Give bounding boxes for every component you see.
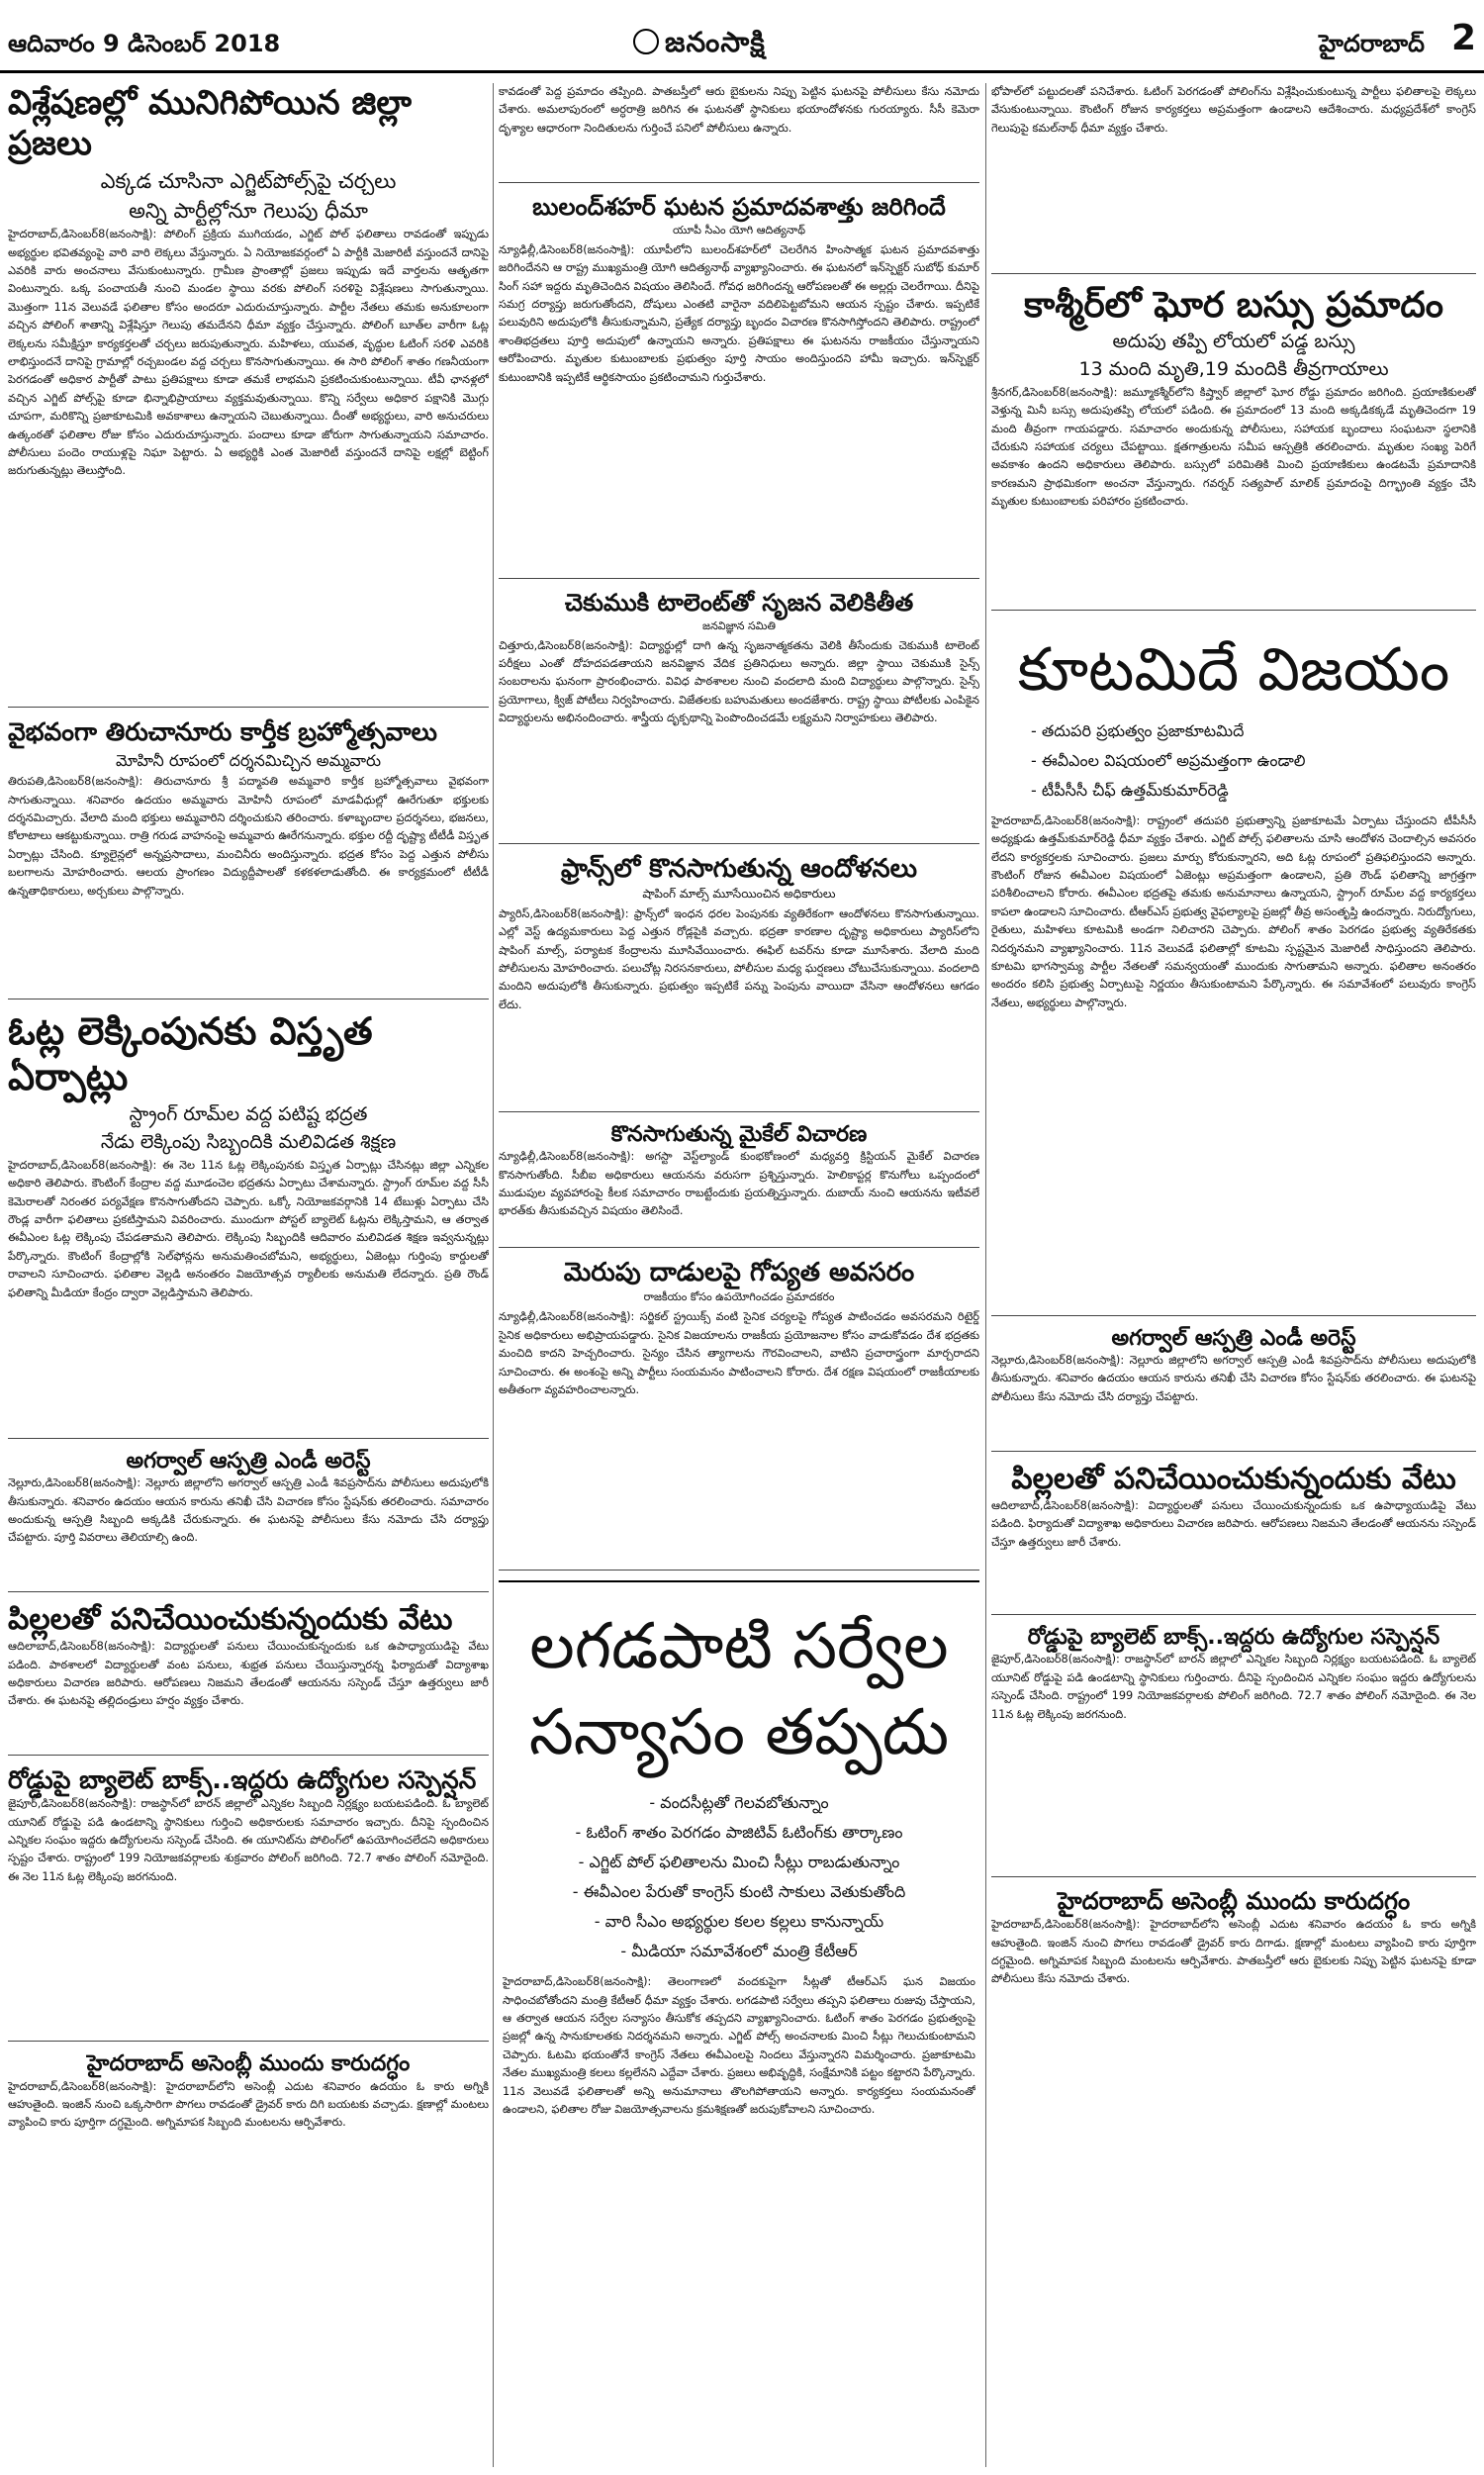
- story-agarwal-md: [991, 1326, 1476, 1452]
- subheadline: మోహినీ రూపంలో దర్శనమిచ్చిన అమ్మవారు: [115, 751, 382, 771]
- headline: రోడ్డుపై బ్యాలెట్ బాక్స్..ఇద్దరు ఉద్యోగుల సస్పెన్షన్: [1027, 1625, 1440, 1651]
- subheadline: నేడు లెక్కింపు సిబ్బందికి మలివిడత శిక్షణ: [100, 1131, 397, 1154]
- story-france-protests: [499, 854, 979, 1112]
- story-assembly-car-fire: [991, 1887, 1476, 2106]
- story-assembly-car-fire: [8, 2051, 489, 2194]
- story-body: ప్యారిస్,డిసెంబర్‌8(జనంసాక్షి): ఫ్రాన్స్‌లో ఇంధన ధరల పెంపునకు వ్యతిరేకంగా ఆందోళనలు కొనసాగుతున్నాయి. ఎల్లో వెస్ట్ ఉద్యమకారులు పెద్ద ఎత్తున రోడ్లపైకి వచ్చారు. భద్రతా కారణాల దృష్ట్యా అధికారులు ప్యారిస్‌లోని షాపింగ్ మాల్స్, పర్యాటక కేంద్రాలను మూసివేయించారు. ఈఫిల్ టవర్‌ను కూడా మూసేశారు. వేలాది మంది పోలీసులను మోహరించారు. పలుచోట్ల నిరసనకారులు, పోలీసుల మధ్య ఘర్షణలు చోటుచేసుకున్నాయి. వందలాది మందిని అదుపులోకి తీసుకున్నారు. ప్రభుత్వం ఇప్పటికే పన్ను పెంపును వాయిదా వేసినా ఆందోళనలు ఆగడం లేదు.: [499, 906, 979, 1011]
- story-body: హైదరాబాద్,డిసెంబర్‌8(జనంసాక్షి): రాష్ట్రంలో తదుపరి ప్రభుత్వాన్ని ప్రజాకూటమే ఏర్పాటు చేస్తుందని టీపీసీసీ అధ్యక్షుడు ఉత్తమ్‌కుమార్‌రెడ్డి ధీమా వ్యక్తం చేశారు. ఎగ్జిట్ పోల్స్ ఫలితాలను చూసి ఆందోళన చెందాల్సిన అవసరం లేదని కార్యకర్తలకు సూచించారు. ప్రజలు మార్పు కోరుకున్నారని, అది ఓట్ల రూపంలో ప్రతిఫలిస్తుందని అన్నారు. కౌంటింగ్ రోజున ఈవీఎంల విషయంలో ఏజెంట్లు అప్రమత్తంగా ఉండాలని, ప్రతి రౌండ్ ఫలితాన్ని జాగ్రత్తగా పరిశీలించాలని కోరారు. ఈవీఎంల భద్రతపై తమకు అనుమానాలు ఉన్నాయని, స్ట్రాంగ్ రూమ్‌ల వద్ద కార్యకర్తలు కాపలా ఉండాలని సూచించారు. టీఆర్ఎస్ ప్రభుత్వ వైఫల్యాలపై ప్రజల్లో తీవ్ర అసంతృప్తి ఉందన్నారు. నిరుద్యోగులు, రైతులు, మహిళలు కూటమికి అండగా నిలిచారని చెప్పారు. పోలింగ్ శాతం పెరగడం ప్రభుత్వ వ్యతిరేకతకు నిదర్శనమని వ్యాఖ్యానించారు. 11న వెలువడే ఫలితాల్లో కూటమి స్పష్టమైన మెజారిటీ సాధిస్తుందని తెలిపారు. కూటమి భాగస్వామ్య పార్టీల నేతలతో సమన్వయంతో ముందుకు సాగుతామని అన్నారు. ఫలితాల అనంతరం అందరం కలిసి ప్రభుత్వ ఏర్పాటుపై నిర్ణయం తీసుకుంటామని పేర్కొన్నారు. ఈ సమావేశంలో పలువురు కాంగ్రెస్ నేతలు, అభ్యర్థులు పాల్గొన్నారు.: [991, 813, 1476, 1009]
- paper-name: జనంసాక్షి: [665, 26, 766, 58]
- subheadline: స్ట్రాంగ్ రూమ్‌ల వద్ద పటిష్ట భద్రత: [129, 1103, 368, 1126]
- column-divider: [493, 83, 494, 2467]
- headline: హైదరాబాద్ అసెంబ్లీ ముందు కారుదగ్ధం: [1057, 1887, 1411, 1916]
- story-body: జైపూర్,డిసెంబర్‌8(జనంసాక్షి): రాజస్థాన్‌లో బారన్ జిల్లాలో ఎన్నికల సిబ్బంది నిర్లక్ష్యం బయటపడింది. ఓ బ్యాలెట్ యూనిట్ రోడ్డుపై పడి ఉండటాన్ని స్థానికులు గుర్తించారు. దీనిపై స్పందించిన ఎన్నికల సంఘం ఇద్దరు ఉద్యోగులను సస్పెండ్ చేసింది. రాష్ట్రంలో 199 నియోజకవర్గాలకు పోలింగ్ జరిగింది. 72.7 శాతం పోలింగ్ నమోదైంది. ఈ నెల 11న ఓట్ల లెక్కింపు జరగనుంది.: [991, 1653, 1476, 1721]
- story-body: హైదరాబాద్,డిసెంబర్‌8(జనంసాక్షి): హైదరాబాద్‌లోని అసెంబ్లీ ఎదుట శనివారం ఉదయం ఓ కారు అగ్నికి ఆహుతైంది. ఇంజిన్ నుంచి పొగలు రావడంతో డ్రైవర్ కారు దిగాడు. క్షణాల్లో మంటలు వ్యాపించి కారు పూర్తిగా దగ్ధమైంది. అగ్నిమాపక సిబ్బంది మంటలను ఆర్పివేశారు. పాతబస్తీలో ఆరు బైకులకు నిప్పు పెట్టిన ఘటనపై కూడా పోలీసులు కేసు నమోదు చేశారు.: [991, 1918, 1476, 1986]
- highlight-bullet: - మీడియా సమావేశంలో మంత్రి కేటీఆర్: [503, 1940, 975, 1963]
- story-body: ఆదిలాబాద్,డిసెంబర్‌8(జనంసాక్షి): విద్యార్థులతో పనులు చేయించుకున్నందుకు ఒక ఉపాధ్యాయుడిపై వేటు పడింది. పాఠశాలలో విద్యార్థులతో వంట పనులు, శుభ్రత పనులు చేయిస్తున్నారన్న ఫిర్యాదుతో విద్యాశాఖ అధికారులు విచారణ జరిపారు. ఆరోపణలు నిజమని తేలడంతో ఆయనను సస్పెండ్ చేస్తూ ఉత్తర్వులు జారీ చేశారు. ఈ ఘటనపై తల్లిదండ్రులు హర్షం వ్యక్తం చేశారు.: [8, 1640, 489, 1708]
- headline: ఓట్ల లెక్కింపునకు విస్తృత ఏర్పాట్లు: [8, 1009, 373, 1098]
- story-continuation: [499, 83, 979, 183]
- headline: కూటమిదే విజయం: [1017, 634, 1450, 705]
- story-continuation: [991, 83, 1476, 274]
- highlight-bullet: - టీపీసీసీ చీఫ్ ఉత్తమ్‌కుమార్‌రెడ్డి: [991, 779, 1476, 803]
- highlight-bullet: - వందసీట్లతో గెలవబోతున్నాం: [503, 1791, 975, 1815]
- story-surgical-strikes: [499, 1258, 979, 1571]
- story-body: హైదరాబాద్,డిసెంబర్‌8(జనంసాక్షి): తెలంగాణలో వందకుపైగా సీట్లతో టీఆర్ఎస్ ఘన విజయం సాధించబోతోందని మంత్రి కేటీఆర్ ధీమా వ్యక్తం చేశారు. లగడపాటి సర్వేలు తప్పని ఫలితాలు రుజువు చేస్తాయని, ఆ తర్వాత ఆయన సర్వేల సన్యాసం తీసుకోక తప్పదని వ్యాఖ్యానించారు. ఓటింగ్ శాతం పెరగడం ప్రభుత్వంపై ప్రజల్లో ఉన్న సానుకూలతకు నిదర్శనమని అన్నారు. ఎగ్జిట్ పోల్స్ అంచనాలకు మించి సీట్లు గెలుచుకుంటామని చెప్పారు. ఓటమి భయంతోనే కాంగ్రెస్ నేతలు ఈవీఎంలపై నిందలు వేస్తున్నారని విమర్శించారు. ప్రజాకూటమి నేతల ముఖ్యమంత్రి కలలు కల్లలేనని ఎద్దేవా చేశారు. ప్రజలు అభివృద్ధికి, సంక్షేమానికి పట్టం కట్టారని పేర్కొన్నారు. 11న వెలువడే ఫలితాలతో అన్ని అనుమానాలు తొలగిపోతాయని అన్నారు. కార్యకర్తలు సంయమనంతో ఉండాలని, ఫలితాల రోజు విజయోత్సవాలను క్రమశిక్షణతో జరుపుకోవాలని సూచించారు.: [503, 1975, 975, 2116]
- story-agarwal-md: [8, 1449, 489, 1592]
- story-body: హైదరాబాద్,డిసెంబర్‌8(జనంసాక్షి): ఈ నెల 11న ఓట్ల లెక్కింపునకు విస్తృత ఏర్పాట్లు చేసినట్లు జిల్లా ఎన్నికల అధికారి తెలిపారు. కౌంటింగ్ కేంద్రాల వద్ద మూడంచెల భద్రతను ఏర్పాటు చేశామన్నారు. స్ట్రాంగ్ రూమ్‌ల వద్ద సీసీ కెమెరాలతో నిరంతర పర్యవేక్షణ కొనసాగుతోందని చెప్పారు. ఒక్కో నియోజకవర్గానికి 14 టేబుళ్లు ఏర్పాటు చేసి రౌండ్ల వారీగా ఫలితాలు ప్రకటిస్తామని వివరించారు. ముందుగా పోస్టల్ బ్యాలెట్ ఓట్లను లెక్కిస్తామని, ఆ తర్వాత ఈవీఎంల ఓట్ల లెక్కింపు చేపడతామని తెలిపారు. లెక్కింపు సిబ్బందికి ఆదివారం మలివిడత శిక్షణ ఇవ్వనున్నట్లు పేర్కొన్నారు. కౌంటింగ్ కేంద్రాల్లోకి సెల్‌ఫోన్లను అనుమతించబోమని, అభ్యర్థులు, ఏజెంట్లు గుర్తింపు కార్డులతో రావాలని సూచించారు. ఫలితాల వెల్లడి అనంతరం విజయోత్సవ ర్యాలీలకు అనుమతి లేదన్నారు. ప్రతి రౌండ్ ఫలితాన్ని మీడియా కేంద్రం ద్వారా వెల్లడిస్తామని తెలిపారు.: [8, 1158, 489, 1299]
- subheadline: ఎక్కడ చూసినా ఎగ్జిట్‌పోల్స్‌పై చర్చలు: [100, 168, 397, 193]
- story-ballot-box: [991, 1625, 1476, 1877]
- highlight-bullet: - ఈవీఎంల విషయంలో అప్రమత్తంగా ఉండాలి: [991, 749, 1476, 773]
- story-body: కావడంతో పెద్ద ప్రమాదం తప్పింది. పాతబస్తీలో ఆరు బైకులను నిప్పు పెట్టిన ఘటనపై పోలీసులు కేసు నమోదు చేశారు. అమలాపురంలో అర్ధరాత్రి జరిగిన ఈ ఘటనతో స్థానికులు భయాందోళనకు గురయ్యారు. సీసీ కెమెరా దృశ్యాల ఆధారంగా నిందితులను గుర్తించే పనిలో పోలీసులు ఉన్నారు.: [499, 85, 979, 135]
- headline: లగడపాటి సర్వేల సన్యాసం తప్పదు: [528, 1610, 950, 1769]
- highlight-bullet: - ఓటింగ్ శాతం పెరగడం పాజిటివ్ ఓటింగ్‌కు తార్కాణం: [503, 1821, 975, 1845]
- column-divider: [985, 83, 986, 2467]
- headline: చెకుముకి టాలెంట్‌తో సృజన వెలికితీత: [564, 588, 914, 617]
- story-body: భోపాల్‌లో పట్టుదలతో పనిచేశారు. ఓటింగ్ పెరగడంతో పోలింగ్‌ను విశ్లేషించుకుంటున్న పార్టీలు ఫలితాలపై లెక్కలు వేసుకుంటున్నాయి. కౌంటింగ్ రోజున కార్యకర్తలు అప్రమత్తంగా ఉండాలని ఆదేశించారు. మధ్యప్రదేశ్‌లో కాంగ్రెస్ గెలుపుపై కమల్‌నాథ్ ధీమా వ్యక్తం చేశారు.: [991, 85, 1476, 135]
- story-tiruchanur: [8, 717, 489, 1000]
- headline: రోడ్డుపై బ్యాలెట్ బాక్స్..ఇద్దరు ఉద్యోగుల సస్పెన్షన్: [8, 1765, 477, 1795]
- byline: యూపీ సీఎం యోగి ఆదిత్యనాథ్: [673, 223, 805, 237]
- highlight-bullet: - తదుపరి ప్రభుత్వం ప్రజాకూటమిదే: [991, 719, 1476, 743]
- headline: మెరుపు దాడులపై గోప్యత అవసరం: [563, 1258, 915, 1288]
- highlight-bullet: - వారి సీఎం అభ్యర్థుల కలల కల్లలు కానున్నాయ్: [503, 1910, 975, 1934]
- byline: జనవిజ్ఞాన సమితి: [702, 619, 776, 632]
- subheadline: షాపింగ్ మాల్స్ మూసేయించిన అధికారులు: [642, 886, 836, 901]
- headline: విశ్లేషణల్లో మునిగిపోయిన జిల్లా ప్రజలు: [8, 83, 412, 163]
- story-body: న్యూఢిల్లీ,డిసెంబర్‌8(జనంసాక్షి): సర్జికల్ స్ట్రయిక్స్ వంటి సైనిక చర్యలపై గోప్యత పాటించడం అవసరమని రిటైర్డ్ సైనిక అధికారులు అభిప్రాయపడ్డారు. సైనిక విజయాలను రాజకీయ ప్రయోజనాల కోసం వాడుకోవడం దేశ భద్రతకు మంచిది కాదని హెచ్చరించారు. సైన్యం చేసిన త్యాగాలను గౌరవించాలని, వాటిని ప్రచారాస్త్రంగా మార్చరాదని సూచించారు. ఈ అంశంపై అన్ని పార్టీలు సంయమనం పాటించాలని కోరారు. దేశ రక్షణ విషయంలో రాజకీయాలకు అతీతంగా వ్యవహరించాలన్నారు.: [499, 1310, 979, 1396]
- highlight-bullet: - ఈవీఎంల పేరుతో కాంగ్రెస్ కుంటి సాకులు వెతుకుతోంది: [503, 1880, 975, 1904]
- story-body: హైదరాబాద్,డిసెంబర్‌8(జనంసాక్షి): హైదరాబాద్‌లోని అసెంబ్లీ ఎదుట శనివారం ఉదయం ఓ కారు అగ్నికి ఆహుతైంది. ఇంజిన్ నుంచి ఒక్కసారిగా పొగలు రావడంతో డ్రైవర్ కారు దిగి బయటకు వచ్చాడు. క్షణాల్లో మంటలు వ్యాపించి కారు పూర్తిగా దగ్ధమైంది. అగ్నిమాపక సిబ్బంది మంటలను ఆర్పివేశారు.: [8, 2079, 489, 2130]
- story-kutami-victory: [991, 620, 1476, 1316]
- headline: పిల్లలతో పనిచేయించుకున్నందుకు వేటు: [1011, 1462, 1456, 1497]
- column-middle: [499, 83, 979, 2467]
- story-body: తిరుపతి,డిసెంబర్‌8(జనంసాక్షి): తిరుచానూరు శ్రీ పద్మావతి అమ్మవారి కార్తీక బ్రహ్మోత్సవాలు వైభవంగా సాగుతున్నాయి. శనివారం ఉదయం అమ్మవారు మోహినీ రూపంలో మాడవీధుల్లో ఊరేగుతూ భక్తులకు దర్శనమిచ్చారు. వేలాది మంది భక్తులు అమ్మవారిని దర్శించుకుని తరించారు. కళాబృందాల ప్రదర్శనలు, భజనలు, కోలాటాలు ఆకట్టుకున్నాయి. రాత్రి గరుడ వాహనంపై అమ్మవారు ఊరేగనున్నారు. భక్తుల రద్దీ దృష్ట్యా టీటీడీ విస్తృత ఏర్పాట్లు చేసింది. క్యూలైన్లలో అన్నప్రసాదాలు, మంచినీరు అందిస్తున్నారు. భద్రత కోసం పెద్ద ఎత్తున పోలీసు బలగాలను మోహరించారు. ఆలయ ప్రాంగణం విద్యుద్దీపాలతో కళకళలాడుతోంది. ఈ కార్యక్రమంలో టీటీడీ ఉన్నతాధికారులు, అర్చకులు పాల్గొన్నారు.: [8, 775, 489, 898]
- story-bulandshahr: [499, 193, 979, 579]
- subheadline: 13 మంది మృతి,19 మందికి తీవ్రగాయాలు: [1078, 357, 1389, 380]
- story-body: ఆదిలాబాద్,డిసెంబర్‌8(జనంసాక్షి): విద్యార్థులతో పనులు చేయించుకున్నందుకు ఒక ఉపాధ్యాయుడిపై వేటు పడింది. ఫిర్యాదుతో విద్యాశాఖ అధికారులు విచారణ జరిపారు. ఆరోపణలు నిజమని తేలడంతో ఆయనను సస్పెండ్ చేస్తూ ఉత్తర్వులు జారీ చేశారు.: [991, 1499, 1476, 1549]
- issue-date: ఆదివారం 9 డిసెంబర్ 2018: [8, 30, 281, 57]
- masthead: [0, 0, 1484, 73]
- headline: వైభవంగా తిరుచానూరు కార్తీక బ్రహ్మోత్సవాలు: [8, 717, 437, 747]
- subheadline: అన్ని పార్టీల్లోనూ గెలుపు ధీమా: [129, 198, 368, 223]
- headline: కాశ్మీర్‌లో ఘోర బస్సు ప్రమాదం: [1024, 285, 1443, 326]
- column-left: [8, 83, 489, 2467]
- story-kashmir-bus: [991, 284, 1476, 611]
- story-child-labour: [991, 1462, 1476, 1615]
- story-body: న్యూఢిల్లీ,డిసెంబర్‌8(జనంసాక్షి): అగస్టా వెస్ట్‌ల్యాండ్ కుంభకోణంలో మధ్యవర్తి క్రిస్టియన్ మైకేల్ విచారణ కొనసాగుతోంది. సీబీఐ అధికారులు ఆయనను వరుసగా ప్రశ్నిస్తున్నారు. హెలికాప్టర్ల కొనుగోలు ఒప్పందంలో ముడుపుల వ్యవహారంపై కీలక సమాచారం రాబట్టేందుకు ప్రయత్నిస్తున్నారు. దుబాయ్ నుంచి ఆయనను ఇటీవలే భారత్‌కు తీసుకువచ్చిన విషయం తెలిసిందే.: [499, 1150, 979, 1218]
- headline: పిల్లలతో పనిచేయించుకున్నందుకు వేటు: [8, 1602, 453, 1638]
- story-body: నెల్లూరు,డిసెంబర్‌8(జనంసాక్షి): నెల్లూరు జిల్లాలోని అగర్వాల్ ఆస్పత్రి ఎండీ శివప్రసాద్‌ను పోలీసులు అదుపులోకి తీసుకున్నారు. శనివారం ఉదయం ఆయన కారును తనిఖీ చేసి విచారణ కోసం స్టేషన్‌కు తరలించారు. ఈ ఘటనపై పోలీసులు కేసు నమోదు చేసి దర్యాప్తు చేపట్టారు.: [991, 1354, 1476, 1403]
- story-body: జైపూర్,డిసెంబర్‌8(జనంసాక్షి): రాజస్థాన్‌లో బారన్ జిల్లాలో ఎన్నికల సిబ్బంది నిర్లక్ష్యం బయటపడింది. ఓ బ్యాలెట్ యూనిట్ రోడ్డుపై పడి ఉండటాన్ని స్థానికులు గుర్తించి అధికారులకు సమాచారం ఇచ్చారు. దీనిపై స్పందించిన ఎన్నికల సంఘం ఇద్దరు ఉద్యోగులను సస్పెండ్ చేసింది. ఈ యూనిట్‌ను పోలింగ్‌లో ఉపయోగించలేదని అధికారులు స్పష్టం చేశారు. రాష్ట్రంలో 199 నియోజకవర్గాలకు శుక్రవారం పోలింగ్ జరిగింది. 72.7 శాతం పోలింగ్ నమోదైంది. ఈ నెల 11న ఓట్ల లెక్కింపు జరగనుంది.: [8, 1797, 489, 1883]
- story-counting-arrangements: [8, 1009, 489, 1439]
- story-body: హైదరాబాద్,డిసెంబర్‌8(జనంసాక్షి): పోలింగ్ ప్రక్రియ ముగియడం, ఎగ్జిట్ పోల్ ఫలితాలు రావడంతో ఇప్పుడు అభ్యర్థుల భవితవ్యంపై వారి వారి లెక్కలు వేస్తున్నారు. ఏ నియోజకవర్గంలో ఏ పార్టీకి మెజారిటీ వస్తుందనే దానిపై ఎవరికి వారు అంచనాలు వేసుకుంటున్నారు. గ్రామీణ ప్రాంతాల్లో ప్రజలు ఇప్పుడు ఇదే వార్తలను ఆతృతగా వింటున్నారు. ఒక్క పంచాయతీ నుంచి మండల స్థాయి వరకు పోలింగ్ సరళిపై విశ్లేషణలు సాగుతున్నాయి. మొత్తంగా 11న వెలువడే ఫలితాల కోసం అందరూ ఎదురుచూస్తున్నారు. పార్టీల నేతలు తమకు అనుకూలంగా వచ్చిన పోలింగ్ శాతాన్ని విశ్లేషిస్తూ గెలుపు తమదేనని ధీమా వ్యక్తం చేస్తున్నారు. పోలింగ్ బూత్‌ల వారీగా ఓట్ల లెక్కలను సమీక్షిస్తూ కార్యకర్తలతో చర్చలు జరుపుతున్నారు. మహిళలు, యువత, వృద్ధుల ఓటింగ్ సరళి ఎవరికి లాభిస్తుందనే దానిపై గ్రామాల్లో రచ్చబండల వద్ద చర్చలు కొనసాగుతున్నాయి. ఈ సారి పోలింగ్ శాతం గణనీయంగా పెరగడంతో అధికార పార్టీతో పాటు ప్రతిపక్షాలు కూడా తమకే లాభమని ప్రకటించుకుంటున్నాయి. టీవీ ఛానళ్లలో వచ్చిన ఎగ్జిట్ పోల్స్‌పై కూడా భిన్నాభిప్రాయాలు వ్యక్తమవుతున్నాయి. కొన్ని సర్వేలు అధికార పక్షానికి మొగ్గు చూపగా, మరికొన్ని ప్రజాకూటమికి అవకాశాలు ఉన్నాయని చెబుతున్నాయి. దీంతో అభ్యర్థులు, వారి అనుచరులు ఉత్కంఠతో ఫలితాల రోజు కోసం ఎదురుచూస్తున్నారు. పందాలు కూడా జోరుగా సాగుతున్నాయని సమాచారం. పోలీసులు పందెం రాయుళ్లపై నిఘా పెట్టారు. ఏ అభ్యర్థికి ఎంత మెజారిటీ వస్తుందనే దానిపై లక్షల్లో బెట్టింగ్ జరుగుతున్నట్లు తెలుస్తోంది.: [8, 228, 489, 478]
- highlight-bullet: - ఎగ్జిట్ పోల్ ఫలితాలను మించి సీట్లు రాబడుతున్నాం: [503, 1851, 975, 1874]
- headline: హైదరాబాద్ అసెంబ్లీ ముందు కారుదగ్ధం: [86, 2051, 411, 2077]
- subheadline: అదుపు తప్పి లోయలో పడ్డ బస్సు: [1112, 331, 1355, 353]
- story-body: నెల్లూరు,డిసెంబర్‌8(జనంసాక్షి): నెల్లూరు జిల్లాలోని అగర్వాల్ ఆస్పత్రి ఎండీ శివప్రసాద్‌ను పోలీసులు అదుపులోకి తీసుకున్నారు. శనివారం ఉదయం ఆయన కారును తనిఖీ చేసి విచారణ కోసం స్టేషన్‌కు తరలించారు. సమాచారం అందుకున్న ఆస్పత్రి సిబ్బంది అక్కడికి చేరుకున్నారు. ఈ ఘటనపై పోలీసులు కేసు నమోదు చేసి దర్యాప్తు చేపట్టారు. పూర్తి వివరాలు తెలియాల్సి ఉంది.: [8, 1476, 489, 1545]
- story-body: న్యూఢిల్లీ,డిసెంబర్‌8(జనంసాక్షి): యూపీలోని బులంద్‌శహర్‌లో చెలరేగిన హింసాత్మక ఘటన ప్రమాదవశాత్తు జరిగిందేనని ఆ రాష్ట్ర ముఖ్యమంత్రి యోగి ఆదిత్యనాథ్ వ్యాఖ్యానించారు. ఈ ఘటనలో ఇన్‌స్పెక్టర్ సుబోధ్ కుమార్ సింగ్ సహా ఇద్దరు మృతిచెందిన విషయం తెలిసిందే. గోవధ జరిగిందన్న ఆరోపణలతో ఈ అల్లర్లు చెలరేగాయి. దీనిపై సమగ్ర దర్యాప్తు జరుగుతోందని, దోషులు ఎంతటి వారైనా వదిలిపెట్టబోమని ఆయన స్పష్టం చేశారు. ఇప్పటికే పలువురిని అదుపులోకి తీసుకున్నామని, ప్రత్యేక దర్యాప్తు బృందం విచారణ కొనసాగిస్తోందని తెలిపారు. రాష్ట్రంలో శాంతిభద్రతలు పూర్తి అదుపులో ఉన్నాయని అన్నారు. ప్రతిపక్షాలు ఈ ఘటనను రాజకీయం చేస్తున్నాయని ఆరోపించారు. మృతుల కుటుంబాలకు ప్రభుత్వం పూర్తి సాయం అందిస్తుందని హామీ ఇచ్చారు. ఇన్‌స్పెక్టర్ కుటుంబానికి ఇప్పటికే ఆర్థికసాయం ప్రకటించామని గుర్తుచేశారు.: [499, 242, 979, 384]
- page-number: 2: [1450, 18, 1476, 58]
- story-michel-inquiry: [499, 1122, 979, 1248]
- story-child-labour: [8, 1602, 489, 1756]
- story-body: చిత్తూరు,డిసెంబర్‌8(జనంసాక్షి): విద్యార్థుల్లో దాగి ఉన్న సృజనాత్మకతను వెలికి తీసేందుకు చెకుముకి టాలెంట్ పరీక్షలు ఎంతో దోహదపడతాయని జనవిజ్ఞాన వేదిక ప్రతినిధులు అన్నారు. జిల్లా స్థాయి చెకుముకి సైన్స్ సంబరాలను ఘనంగా ప్రారంభించారు. వివిధ పాఠశాలల నుంచి వందలాది మంది విద్యార్థులు పాల్గొన్నారు. సైన్స్ ప్రయోగాలు, క్విజ్ పోటీలు నిర్వహించారు. విజేతలకు బహుమతులు అందజేశారు. రాష్ట్ర స్థాయి పోటీలకు ఎంపికైన విద్యార్థులను అభినందించారు. శాస్త్రీయ దృక్పథాన్ని పెంపొందించడమే లక్ష్యమని నిర్వాహకులు తెలిపారు.: [499, 638, 979, 725]
- highlight-bullets: [503, 1791, 975, 1963]
- sun-logo-icon: [633, 29, 659, 54]
- story-ballot-box: [8, 1765, 489, 2042]
- edition-city: హైదరాబాద్: [1319, 30, 1425, 57]
- story-district-analysis: [8, 83, 489, 708]
- headline: ఫ్రాన్స్‌లో కొనసాగుతున్న ఆందోళనలు: [560, 853, 918, 884]
- story-body: శ్రీనగర్,డిసెంబర్‌8(జనంసాక్షి): జమ్మూకశ్మీర్‌లోని కిష్త్వార్ జిల్లాలో ఘోర రోడ్డు ప్రమాదం జరిగింది. ప్రయాణికులతో వెళ్తున్న మినీ బస్సు అదుపుతప్పి లోయలో పడింది. ఈ ప్రమాదంలో 13 మంది అక్కడికక్కడే మృతిచెందగా 19 మంది తీవ్రంగా గాయపడ్డారు. సమాచారం అందుకున్న పోలీసులు, సహాయక బృందాలు సంఘటనా స్థలానికి చేరుకుని సహాయక చర్యలు చేపట్టాయి. క్షతగాత్రులను సమీప ఆస్పత్రికి తరలించారు. మృతుల సంఖ్య పెరిగే అవకాశం ఉందని అధికారులు తెలిపారు. బస్సులో పరిమితికి మించి ప్రయాణికులు ఉండటమే ప్రమాదానికి కారణమని ప్రాథమికంగా అంచనా వేస్తున్నారు. గవర్నర్ సత్యపాల్ మాలిక్ ప్రమాదంపై దిగ్భ్రాంతి వ్యక్తం చేసి మృతుల కుటుంబాలకు పరిహారం ప్రకటించారు.: [991, 385, 1476, 509]
- column-right: [991, 83, 1476, 2467]
- story-lagadapati: [499, 1580, 979, 2240]
- headline: అగర్వాల్ ఆస్పత్రి ఎండీ అరెస్ట్: [126, 1448, 371, 1474]
- byline: రాజకీయం కోసం ఉపయోగించడం ప్రమాదకరం: [643, 1290, 835, 1304]
- paper-logo: [633, 26, 766, 65]
- story-chekumuki: [499, 589, 979, 844]
- headline: బులంద్‌శహర్ ఘటన ప్రమాదవశాత్తు జరిగిందే: [532, 193, 946, 221]
- headline: కొనసాగుతున్న మైకేల్ విచారణ: [610, 1121, 868, 1147]
- headline: అగర్వాల్ ఆస్పత్రి ఎండీ అరెస్ట్: [1111, 1325, 1356, 1351]
